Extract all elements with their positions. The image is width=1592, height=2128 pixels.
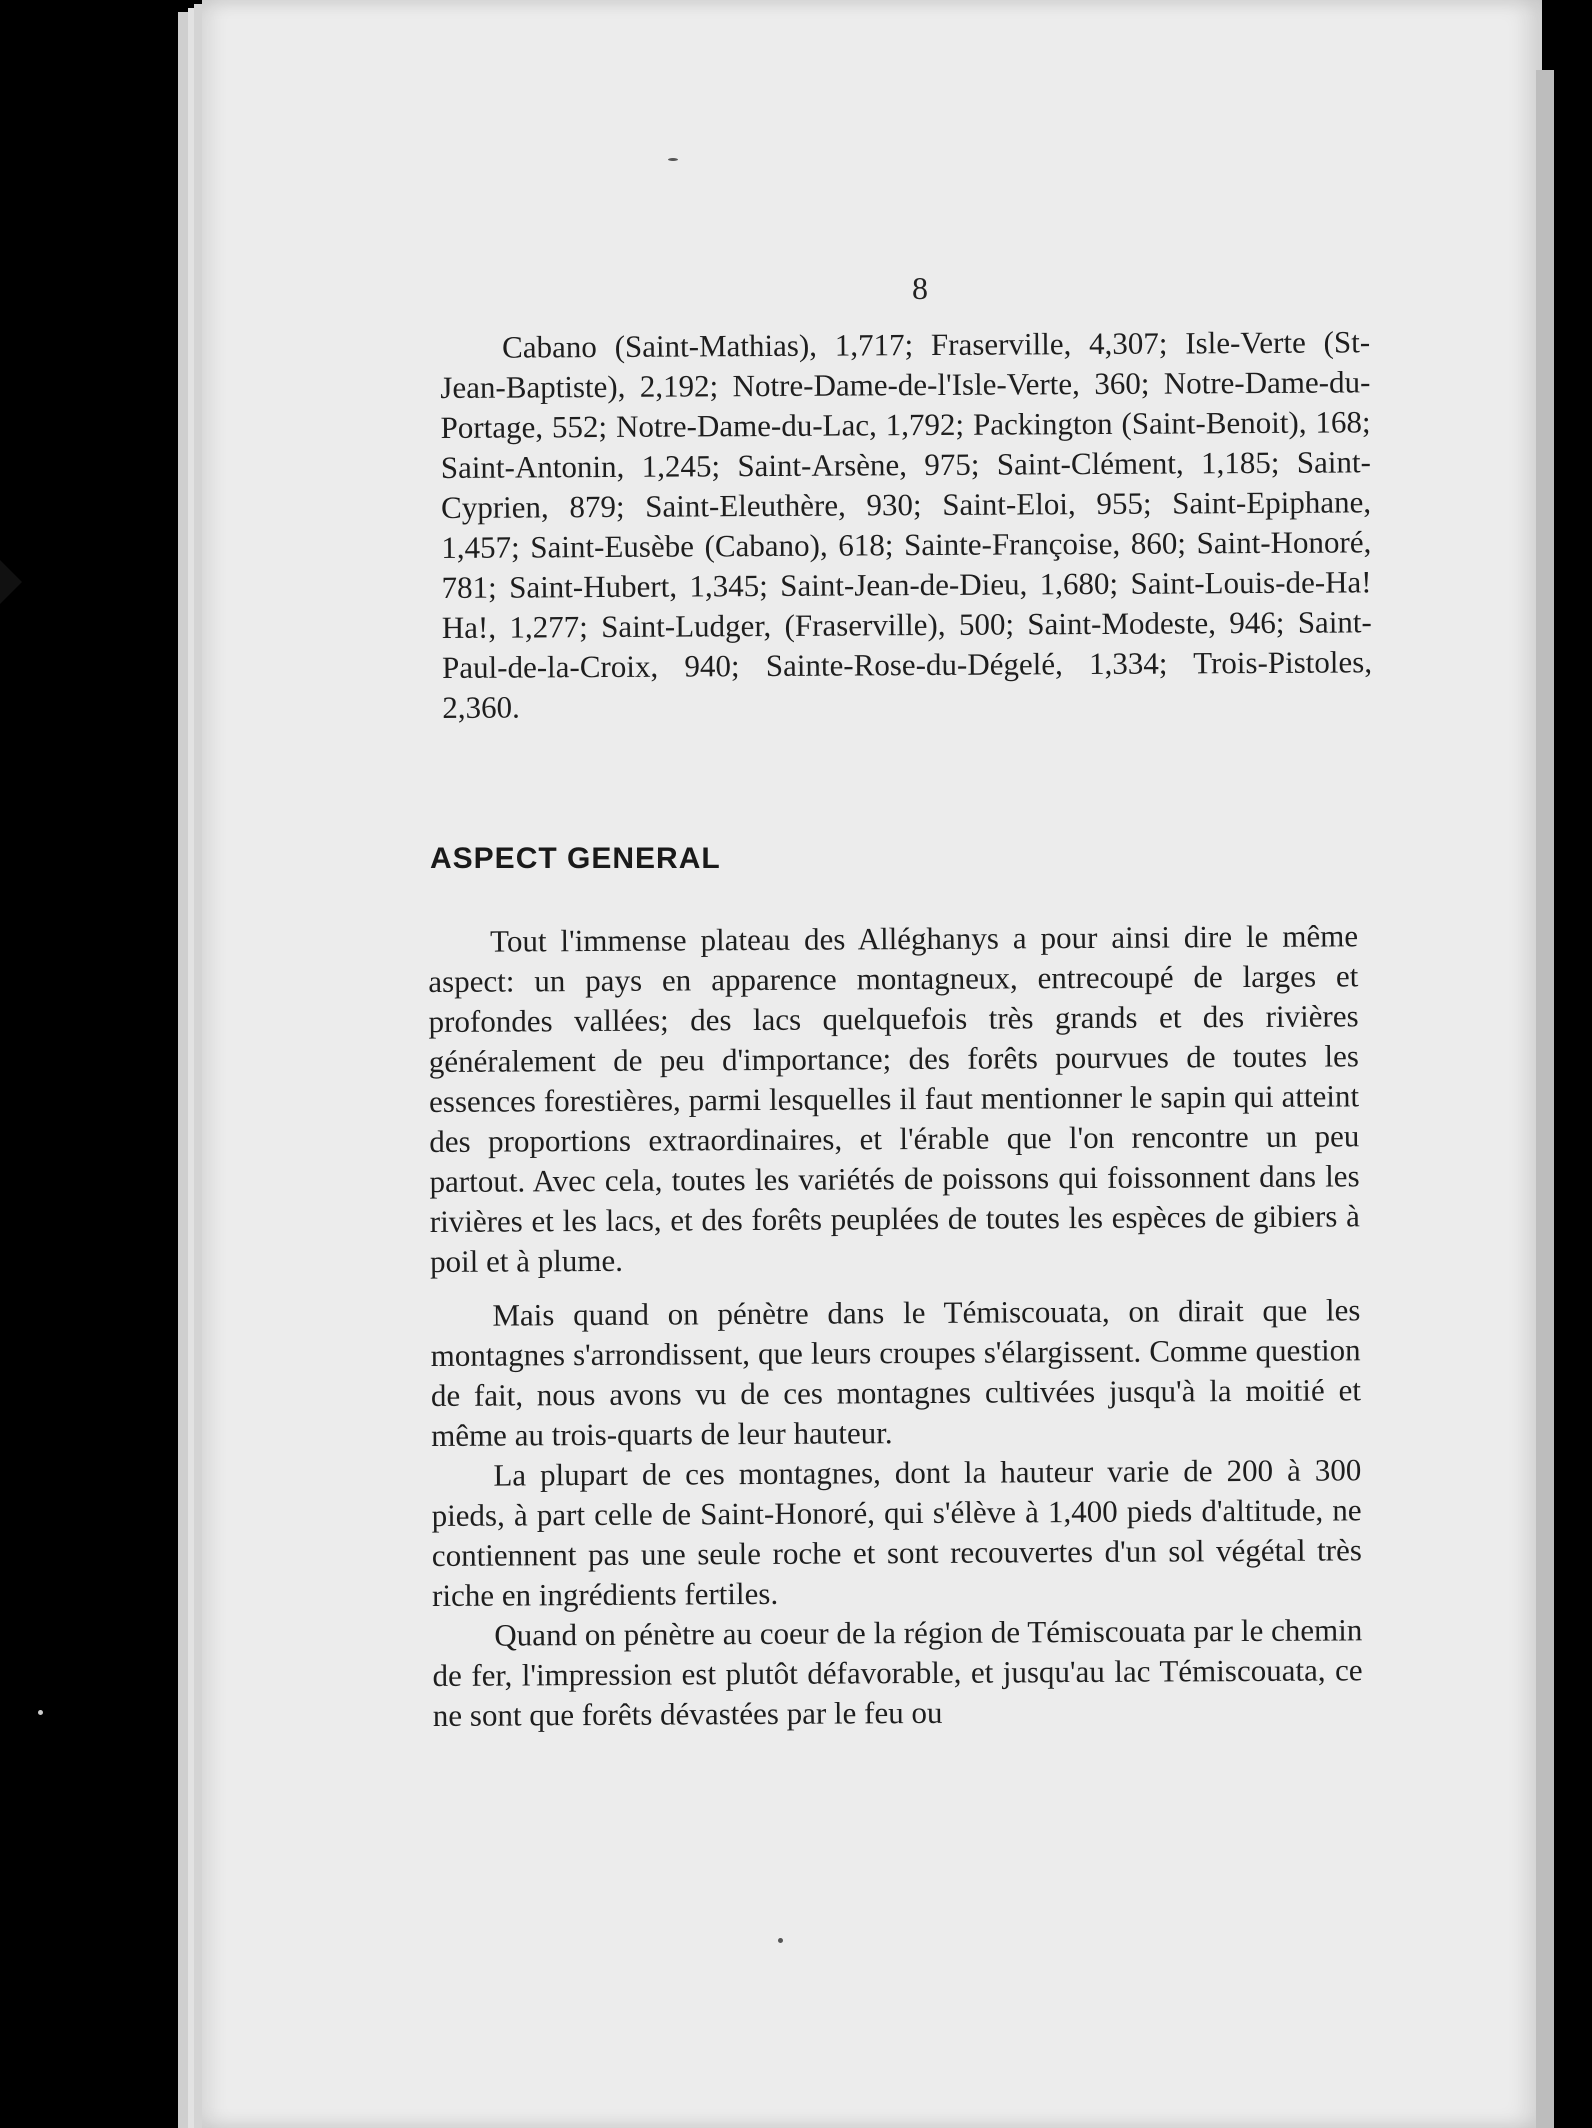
page-edge <box>194 4 202 2128</box>
intro-paragraph: Cabano (Saint-Mathias), 1,717; Fraserville, 4,307; Isle-Verte (St-Jean-Baptiste), 2,192; Notre-Dame-de-l'Isle-Verte, 360; Notre-Dame-du-Portage, 552; Notre-Dame-du-Lac, 1,792; Packington (Saint-Benoit), 168; Saint-Antonin, 1,245; Saint-Arsène, 975; Saint-Clément, 1,185; Saint-Cyprien, 879; Saint-Eleuthère, 930; Saint-Eloi, 955; Saint-Epiphane, 1,457; Saint-Eusèbe (Cabano), 618; Sainte-Françoise, 860; Saint-Honoré, 781; Saint-Hubert, 1,345; Saint-Jean-de-Dieu, 1,680; Saint-Louis-de-Ha! Ha!, 1,277; Saint-Ludger, (Fraserville), 500; Saint-Modeste, 946; Saint-Paul-de-la-Croix, 940; Sainte-Rose-du-Dégelé, 1,334; Trois-Pistoles, 2,360. <box>440 324 1373 725</box>
section-heading: ASPECT GENERAL <box>430 842 721 875</box>
body-paragraph: La plupart de ces montagnes, dont la hauteur varie de 200 à 300 pieds, à part celle de Saint-Honoré, qui s'élève à 1,400 pieds d'altitude, ne contiennent pas une seule roche et sont recouvertes d'un sol végétal très riche en ingrédients fertiles. <box>431 1452 1362 1613</box>
scan-marker <box>0 560 22 604</box>
body-text <box>428 916 1363 1736</box>
body-paragraph: Mais quand on pénètre dans le Témiscouata, on dirait que les montagnes s'arrondissent, que leurs croupes s'élargissent. Comme question de fait, nous avons vu de ces montagnes cultivées jusqu'à la moitié et même au trois-quarts de leur hauteur. <box>430 1292 1361 1453</box>
page-number: 8 <box>912 270 928 306</box>
scan-speck <box>668 158 678 161</box>
intro-paragraph-block <box>440 322 1372 728</box>
scan-speck <box>38 1710 43 1715</box>
page-edge-right <box>1536 70 1554 2128</box>
scan-speck <box>778 1938 783 1943</box>
body-paragraph: Tout l'immense plateau des Alléghanys a pour ainsi dire le même aspect: un pays en apparence montagneux, entrecoupé de larges et profondes vallées; des lacs quelquefois très grands et des rivières généralement de peu d'importance; des forêts pourvues de toutes les essences forestières, parmi lesquelles il faut mentionner le sapin qui atteint des proportions extraordinaires, et l'érable que l'on rencontre un peu partout. Avec cela, toutes les variétés de poissons qui foissonnent dans les rivières et les lacs, et des forêts peuplées de toutes les espèces de gibiers à poil et à plume. <box>428 918 1360 1279</box>
body-paragraph: Quand on pénètre au coeur de la région de Témiscouata par le chemin de fer, l'impression est plutôt défavorable, et jusqu'au lac Témiscouata, ce ne sont que forêts dévastées par le feu ou <box>432 1612 1363 1733</box>
page-edge <box>178 12 188 2128</box>
